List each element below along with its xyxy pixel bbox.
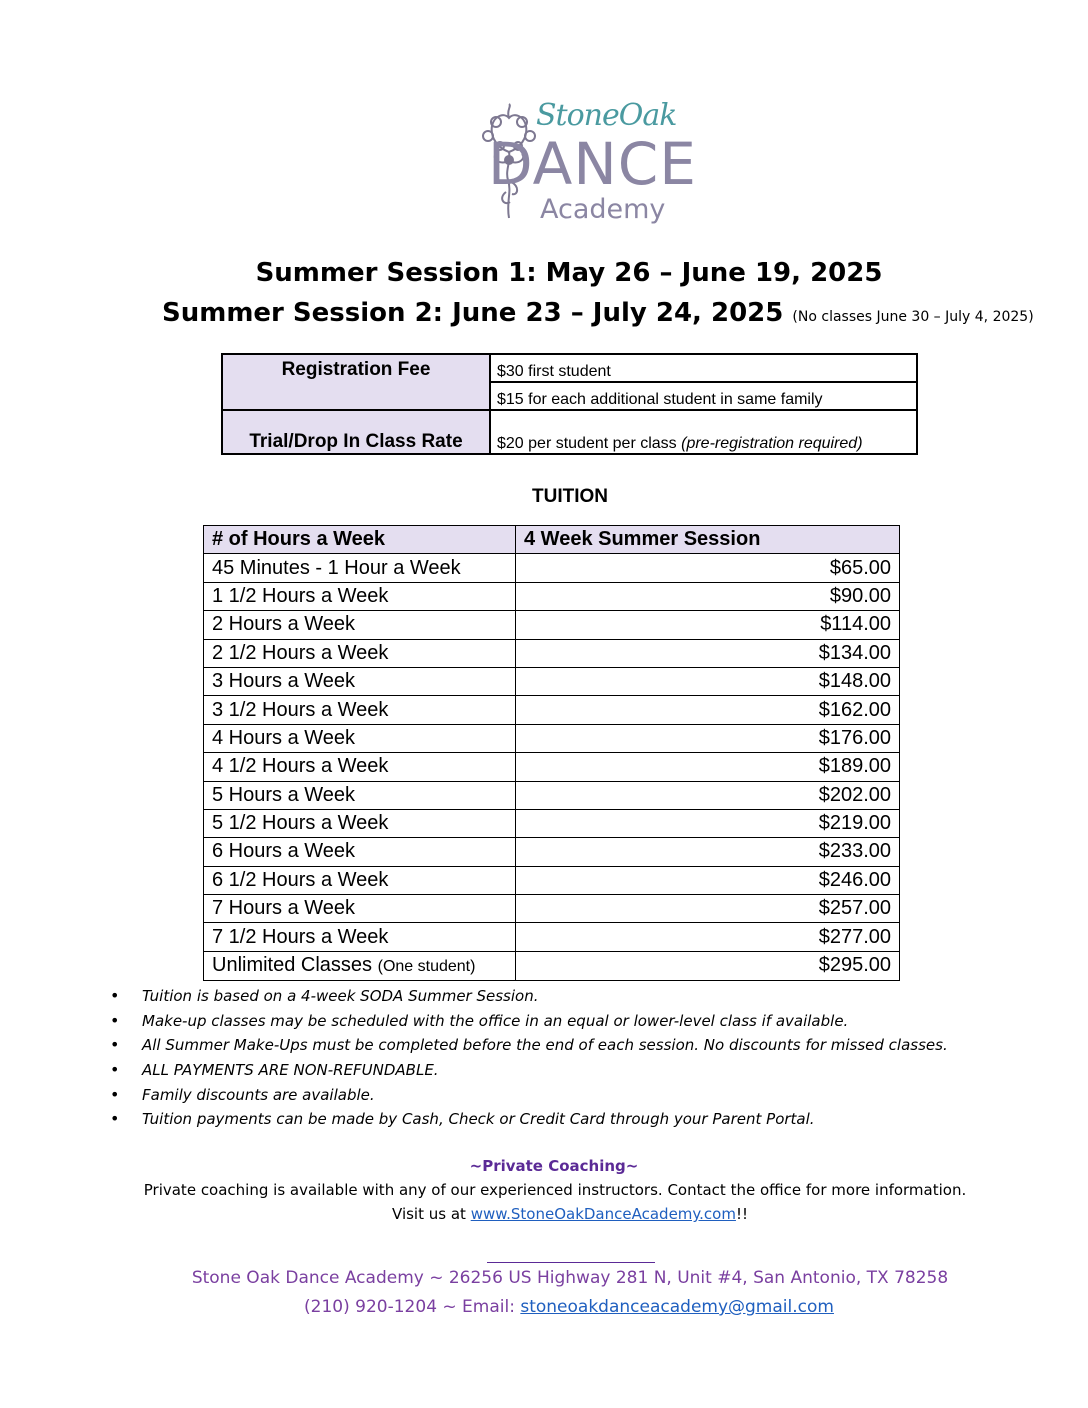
registration-fee-label: Registration Fee xyxy=(222,354,490,410)
visit-prefix: Visit us at xyxy=(392,1205,471,1223)
hours-cell: 7 Hours a Week xyxy=(204,895,516,923)
footer-phone: (210) 920-1204 ~ Email: xyxy=(304,1297,521,1317)
table-row xyxy=(204,895,900,923)
price-cell: $114.00 xyxy=(516,611,900,639)
footer-contact xyxy=(0,1297,1088,1317)
hours-cell: 45 Minutes - 1 Hour a Week xyxy=(204,554,516,582)
price-cell: $219.00 xyxy=(516,809,900,837)
table-row-unlimited xyxy=(204,951,900,980)
academy-logo xyxy=(478,98,697,230)
price-cell: $90.00 xyxy=(516,582,900,610)
tuition-heading: TUITION xyxy=(532,486,608,507)
email-link[interactable]: stoneoakdanceacademy@gmail.com xyxy=(520,1297,834,1317)
registration-additional-student: $15 for each additional student in same family xyxy=(490,382,917,410)
trial-rate-text: $20 per student per class xyxy=(497,435,682,452)
price-cell: $189.00 xyxy=(516,753,900,781)
price-cell: $257.00 xyxy=(516,895,900,923)
trial-rate-note: (pre-registration required) xyxy=(681,435,863,452)
unlimited-note: (One student) xyxy=(377,957,476,975)
trial-rate-label: Trial/Drop In Class Rate xyxy=(222,410,490,454)
table-row xyxy=(204,923,900,951)
list-item: • Family discounts are available. xyxy=(110,1083,948,1108)
table-row xyxy=(204,667,900,695)
unlimited-hours-cell xyxy=(204,951,516,980)
hours-cell: 5 Hours a Week xyxy=(204,781,516,809)
visit-suffix: !! xyxy=(735,1205,748,1223)
private-coaching-heading: ~Private Coaching~ xyxy=(469,1157,639,1175)
hours-cell: 7 1/2 Hours a Week xyxy=(204,923,516,951)
price-cell: $148.00 xyxy=(516,667,900,695)
logo-dance-text: DANCE xyxy=(488,130,697,198)
hours-cell: 6 Hours a Week xyxy=(204,838,516,866)
hours-cell: 4 1/2 Hours a Week xyxy=(204,753,516,781)
table-row xyxy=(204,753,900,781)
hours-cell: 6 1/2 Hours a Week xyxy=(204,866,516,894)
list-item: • All Summer Make-Ups must be completed before the end of each session. No discounts for missed classes. xyxy=(110,1033,948,1058)
price-cell: $277.00 xyxy=(516,923,900,951)
table-row xyxy=(204,696,900,724)
price-cell: $246.00 xyxy=(516,866,900,894)
logo-stoneoak-text: StoneOak xyxy=(536,98,677,133)
fees-table xyxy=(221,353,918,455)
footer-divider xyxy=(487,1262,655,1263)
price-cell: $176.00 xyxy=(516,724,900,752)
hours-cell: 2 1/2 Hours a Week xyxy=(204,639,516,667)
hours-cell: 2 Hours a Week xyxy=(204,611,516,639)
table-row xyxy=(204,866,900,894)
hours-cell: 4 Hours a Week xyxy=(204,724,516,752)
table-row xyxy=(204,611,900,639)
list-item: • Tuition is based on a 4-week SODA Summer Session. xyxy=(110,984,948,1009)
tuition-notes-list xyxy=(110,984,948,1132)
trial-rate-value xyxy=(490,410,917,454)
session-2-note: (No classes June 30 – July 4, 2025) xyxy=(792,309,1034,325)
col-session-header: 4 Week Summer Session xyxy=(516,526,900,554)
table-row xyxy=(204,838,900,866)
table-row xyxy=(204,554,900,582)
hours-cell: 3 Hours a Week xyxy=(204,667,516,695)
session-2-text: Summer Session 2: June 23 – July 24, 2025 xyxy=(162,298,784,328)
session-2-heading xyxy=(162,298,1034,328)
hours-cell: 1 1/2 Hours a Week xyxy=(204,582,516,610)
list-item: • ALL PAYMENTS ARE NON-REFUNDABLE. xyxy=(110,1058,948,1083)
table-row xyxy=(204,582,900,610)
price-cell: $202.00 xyxy=(516,781,900,809)
col-hours-header: # of Hours a Week xyxy=(204,526,516,554)
logo-academy-text: Academy xyxy=(540,194,666,225)
visit-us-line xyxy=(0,1205,1088,1223)
price-cell: $134.00 xyxy=(516,639,900,667)
private-coaching-text: Private coaching is available with any of our experienced instructors. Contact the office for more information. xyxy=(143,1181,967,1199)
price-cell: $65.00 xyxy=(516,554,900,582)
hours-cell: 3 1/2 Hours a Week xyxy=(204,696,516,724)
table-row xyxy=(204,781,900,809)
website-link[interactable]: www.StoneOakDanceAcademy.com xyxy=(470,1205,736,1223)
list-item: • Make-up classes may be scheduled with the office in an equal or lower-level class if available. xyxy=(110,1009,948,1034)
price-cell: $162.00 xyxy=(516,696,900,724)
unlimited-price-cell: $295.00 xyxy=(516,951,900,980)
tuition-header-row xyxy=(204,526,900,554)
tuition-table xyxy=(203,525,900,981)
hours-cell: 5 1/2 Hours a Week xyxy=(204,809,516,837)
unlimited-label: Unlimited Classes xyxy=(212,953,378,976)
registration-first-student: $30 first student xyxy=(490,354,917,382)
table-row xyxy=(204,724,900,752)
price-cell: $233.00 xyxy=(516,838,900,866)
footer-address: Stone Oak Dance Academy ~ 26256 US Highway 281 N, Unit #4, San Antonio, TX 78258 xyxy=(191,1268,949,1288)
table-row xyxy=(204,809,900,837)
table-row xyxy=(204,639,900,667)
session-1-heading: Summer Session 1: May 26 – June 19, 2025 xyxy=(255,258,883,288)
list-item: • Tuition payments can be made by Cash, Check or Credit Card through your Parent Portal. xyxy=(110,1107,948,1132)
